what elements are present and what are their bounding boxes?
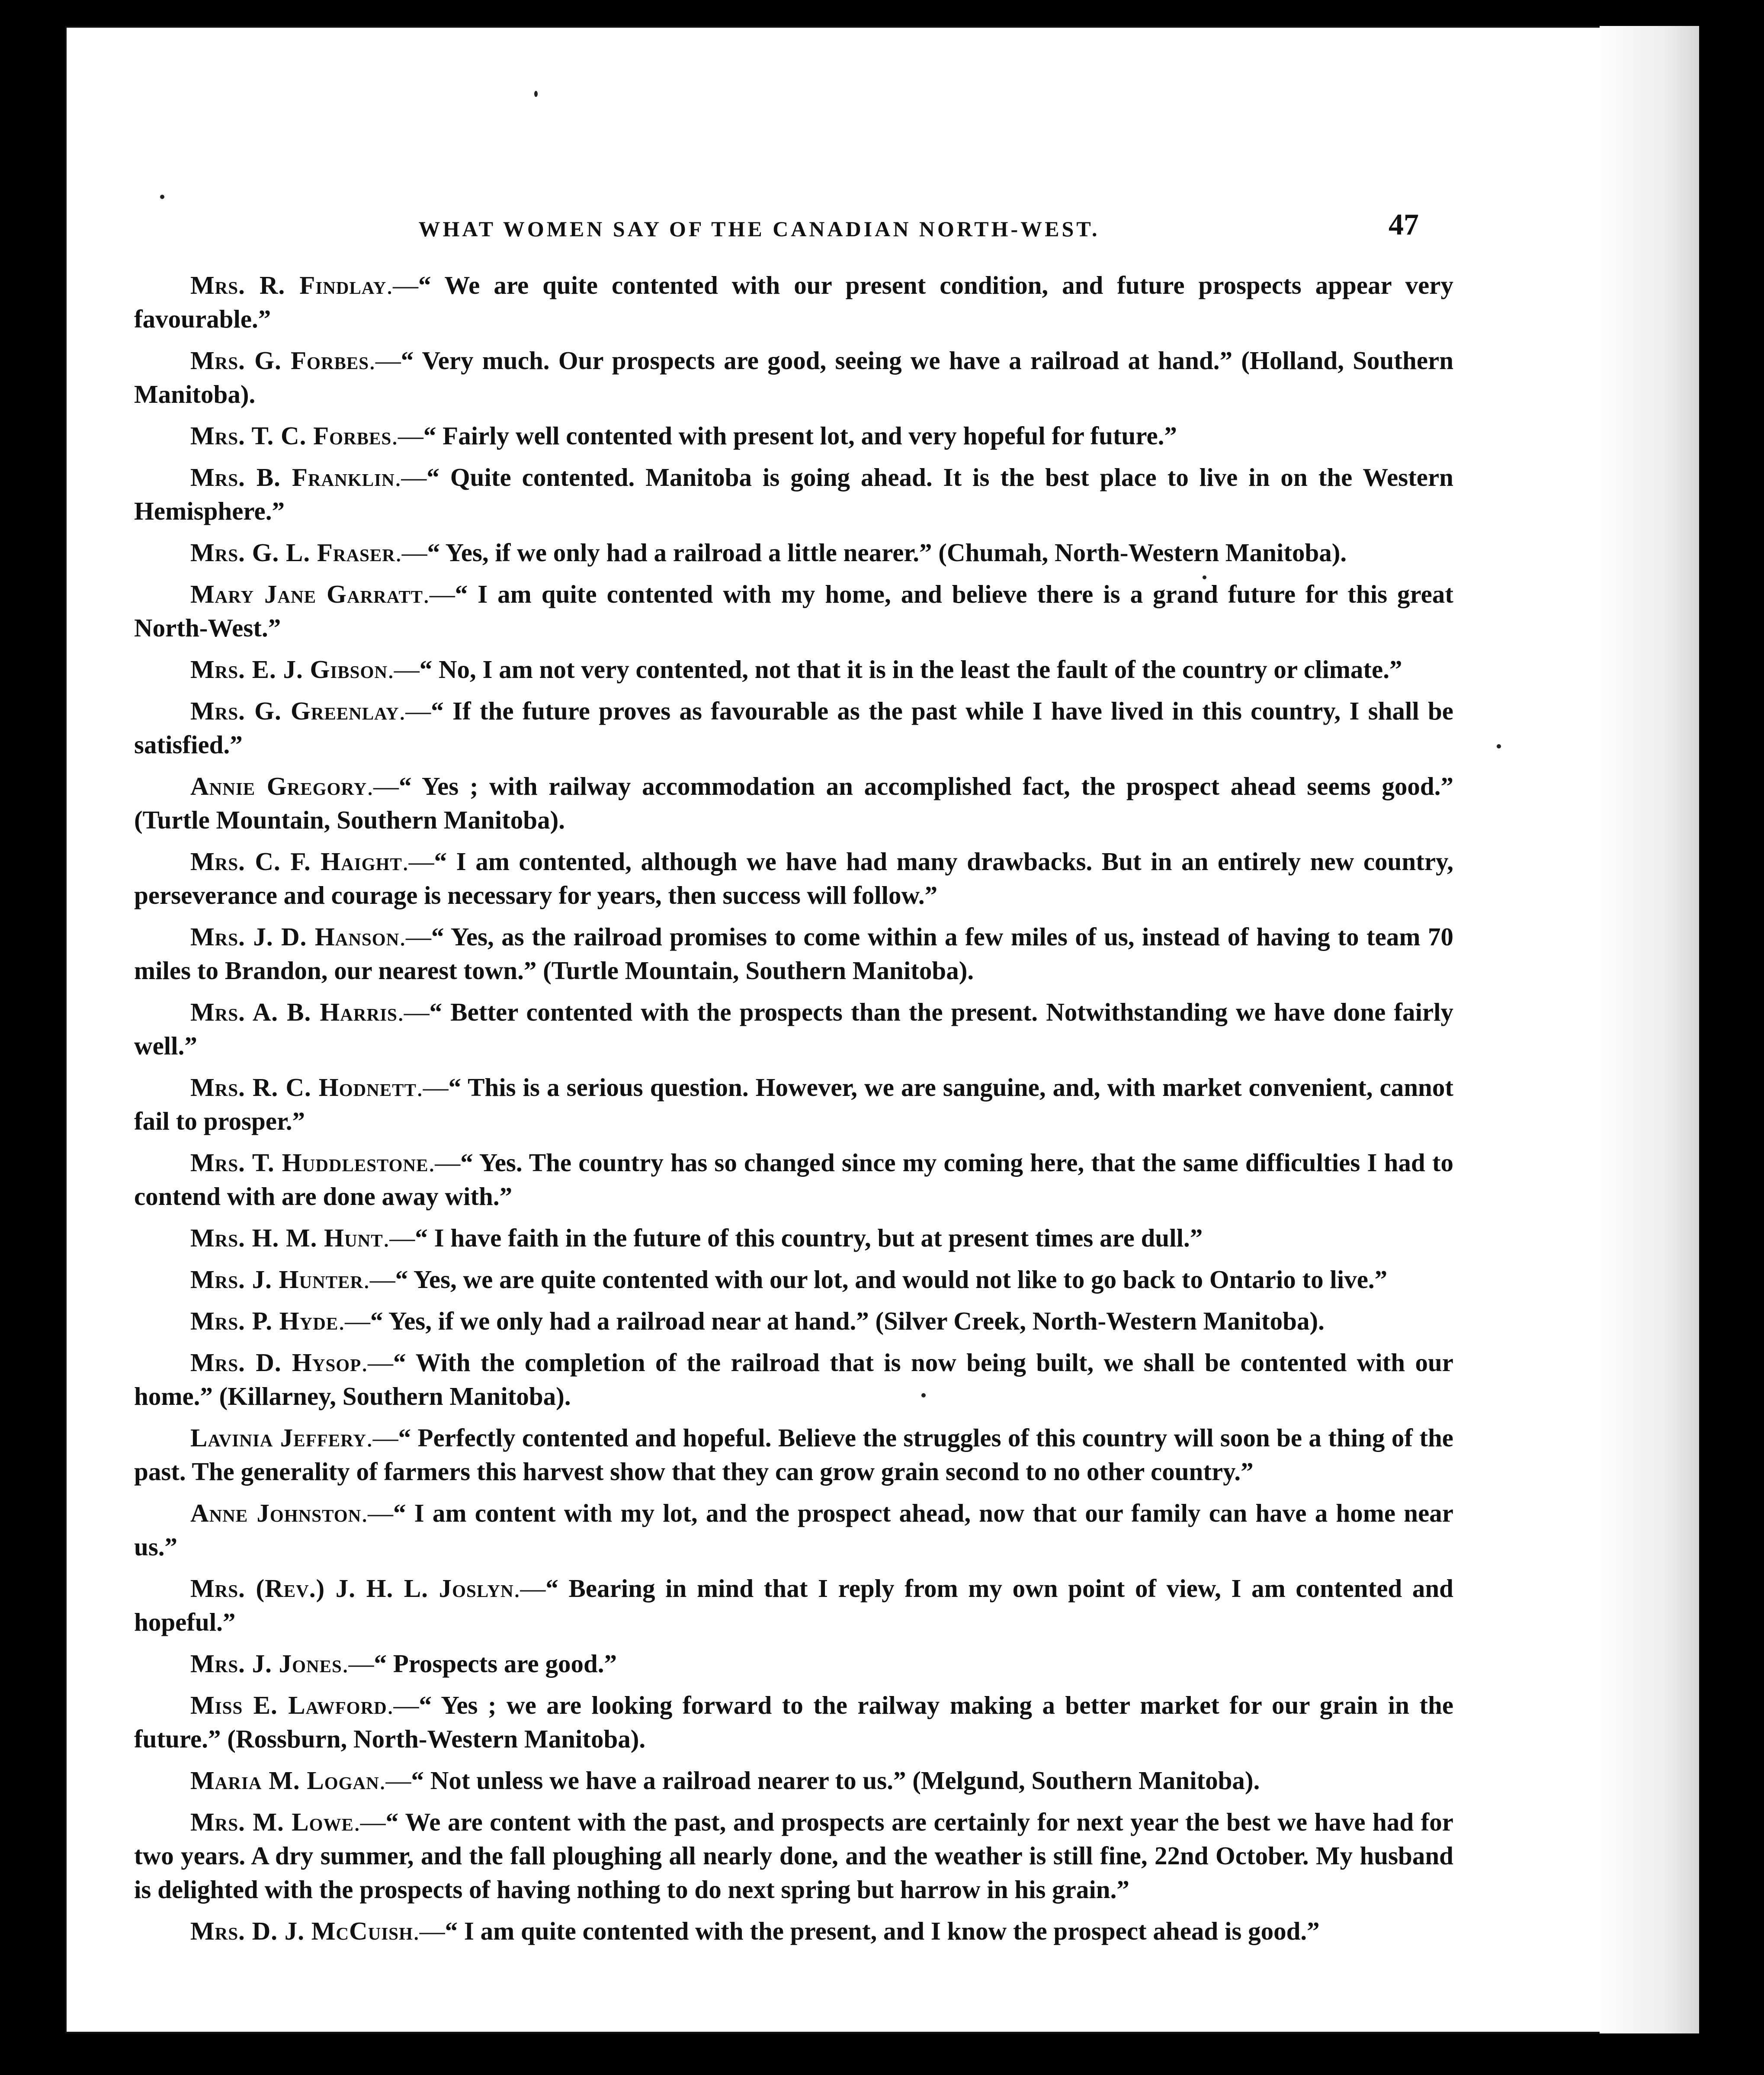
testimonial-entry: Annie Gregory.—“ Yes ; with railway accommodation an accomplished fact, the prospect ahead seems good.” (Turtle Mountain, Southern Manitoba).: [134, 772, 1453, 834]
testimonial-quote: “ Yes. The country has so changed since my coming here, that the same difficulties I had to contend with are done away with.”: [134, 1148, 1453, 1211]
testimonial-entry: Mrs. H. M. Hunt.—“ I have faith in the future of this country, but at present times are dull.”: [190, 1224, 1203, 1252]
testimonial-entry: Mrs. P. Hyde.—“ Yes, if we only had a railroad near at hand.” (Silver Creek, North-Western Manitoba).: [190, 1307, 1325, 1335]
testimonial-author: Mrs. D. J. McCuish: [190, 1917, 413, 1945]
testimonial-location: (Silver Creek, North-Western Manitoba).: [875, 1307, 1325, 1335]
testimonial-author: Mrs. G. L. Fraser: [190, 538, 395, 567]
testimonial-quote: “ Perfectly contented and hopeful. Believe the struggles of this country will soon be a thing of the past. The generality of farmers this harvest show that they can grow grain second to no other country.”: [134, 1423, 1453, 1486]
testimonial-entry: Mrs. R. C. Hodnett.—“ This is a serious question. However, we are sanguine, and, with market convenient, cannot fail to prosper.”: [134, 1073, 1453, 1135]
testimonial-location: (Rossburn, North-Western Manitoba).: [227, 1725, 646, 1753]
testimonial-entry: Mrs. R. Findlay.—“ We are quite contented with our present condition, and future prospects appear very favourable.”: [134, 271, 1453, 333]
testimonial-author: Mrs. J. Hunter: [190, 1265, 364, 1294]
testimonial-entry: Mrs. T. C. Forbes.—“ Fairly well contented with present lot, and very hopeful for future.”: [190, 421, 1177, 450]
testimonial-entry: Mrs. B. Franklin.—“ Quite contented. Manitoba is going ahead. It is the best place to live in on the Western Hemisphere.”: [134, 463, 1453, 525]
testimonial-author: Mrs. R. C. Hodnett: [190, 1073, 417, 1102]
testimonial-entry: Mrs. J. Hunter.—“ Yes, we are quite contented with our lot, and would not like to go back to Ontario to live.”: [190, 1265, 1388, 1294]
testimonial-author: Mrs. E. J. Gibson: [190, 655, 388, 684]
testimonial-quote: “ Yes ; we are looking forward to the railway making a better market for our grain in the future.”: [134, 1691, 1454, 1753]
testimonial-quote: “ I am quite contented with the present, and I know the prospect ahead is good.”: [445, 1917, 1320, 1945]
page-header: [99, 190, 1419, 260]
testimonial-author: Mrs. G. Forbes: [190, 346, 369, 375]
testimonial-entry: Anne Johnston.—“ I am content with my lot, and the prospect ahead, now that our family can have a home near us.”: [134, 1499, 1453, 1561]
testimonial-entry: Mrs. D. Hysop.—“ With the completion of the railroad that is now being built, we shall be contented with our home.” (Killarney, Southern Manitoba).: [134, 1348, 1453, 1410]
testimonial-location: (Killarney, Southern Manitoba).: [219, 1382, 571, 1410]
testimonial-quote: “ We are quite contented with our present condition, and future prospects appear very favourable.”: [134, 271, 1453, 333]
testimonial-author: Mrs. T. C. Forbes: [190, 421, 392, 450]
testimonial-quote: “ Quite contented. Manitoba is going ahead. It is the best place to live in on the Western Hemisphere.”: [134, 463, 1453, 525]
testimonial-author: Mrs. R. Findlay: [190, 271, 387, 299]
testimonial-quote: “ I am content with my lot, and the prospect ahead, now that our family can have a home near us.”: [134, 1499, 1453, 1561]
testimonial-author: Mrs. H. M. Hunt: [190, 1224, 383, 1252]
testimonial-author: Anne Johnston: [190, 1499, 362, 1527]
testimonial-quote: “ Bearing in mind that I reply from my own point of view, I am contented and hopeful.”: [134, 1574, 1453, 1636]
testimonial-quote: “ Very much. Our prospects are good, seeing we have a railroad at hand.”: [401, 346, 1233, 375]
testimonial-location: (Chumah, North-Western Manitoba).: [938, 538, 1347, 567]
testimonial-author: Mrs. P. Hyde: [190, 1307, 339, 1335]
testimonial-quote: “ Yes ; with railway accommodation an accomplished fact, the prospect ahead seems good.”: [398, 772, 1453, 800]
testimonial-quote: “ This is a serious question. However, we are sanguine, and, with market convenient, cannot fail to prosper.”: [134, 1073, 1453, 1135]
print-speck: [1203, 575, 1206, 579]
testimonial-entry: Mrs. M. Lowe.—“ We are content with the past, and prospects are certainly for next year the best we have had for two years. A dry summer, and the fall ploughing all nearly done, and the weather is still fine, 22nd October. My husband is delighted with the prospects of having nothing to do next spring but harrow in his grain.”: [134, 1808, 1453, 1904]
testimonial-entry: Lavinia Jeffery.—“ Perfectly contented and hopeful. Believe the struggles of this country will soon be a thing of the past. The generality of farmers this harvest show that they can grow grain second to no other country.”: [134, 1423, 1453, 1486]
testimonial-quote: “ Yes, we are quite contented with our lot, and would not like to go back to Ontario to live.”: [395, 1265, 1388, 1294]
testimonial-quote: “ I am contented, although we have had many drawbacks. But in an entirely new country, perseverance and courage is necessary for years, then success will follow.”: [134, 847, 1453, 909]
testimonial-quote: “ Fairly well contented with present lot, and very hopeful for future.”: [423, 421, 1177, 450]
testimonial-quote: “ We are content with the past, and prospects are certainly for next year the best we have had for two years. A dry summer, and the fall ploughing all nearly done, and the weather is still fine, 22nd October. My husband is delighted with the prospects of having nothing to do next spring but harrow in his grain.”: [134, 1808, 1453, 1904]
print-speck: [534, 91, 538, 97]
testimonial-quote: “ If the future proves as favourable as the past while I have lived in this country, I shall be satisfied.”: [134, 697, 1453, 759]
testimonial-location: (Turtle Mountain, Southern Manitoba).: [134, 806, 565, 834]
testimonial-author: Mrs. A. B. Harris: [190, 998, 398, 1026]
testimonial-entry: Mrs. D. J. McCuish.—“ I am quite contented with the present, and I know the prospect ahead is good.”: [190, 1917, 1320, 1945]
testimonial-quote: “ Better contented with the prospects than the present. Notwithstanding we have done fairly well.”: [134, 998, 1453, 1060]
testimonial-author: Mrs. G. Greenlay: [190, 697, 399, 725]
testimonial-author: Annie Gregory: [190, 772, 367, 800]
testimonial-quote: “ No, I am not very contented, not that it is in the least the fault of the country or climate.”: [419, 655, 1402, 684]
testimonial-quote: “ Yes, as the railroad promises to come within a few miles of us, instead of having to team 70 miles to Brandon, our nearest town.”: [134, 922, 1453, 985]
testimonial-entry: Mrs. J. D. Hanson.—“ Yes, as the railroad promises to come within a few miles of us, instead of having to team 70 miles to Brandon, our nearest town.” (Turtle Mountain, Southern Manitoba).: [134, 922, 1453, 985]
testimonial-author: Mrs. B. Franklin: [190, 463, 395, 491]
testimonial-entry: Mrs. A. B. Harris.—“ Better contented with the prospects than the present. Notwithstanding we have done fairly well.”: [134, 998, 1453, 1060]
testimonial-location: (Melgund, Southern Manitoba).: [912, 1766, 1260, 1795]
testimonial-author: Mrs. M. Lowe: [190, 1808, 354, 1836]
testimonial-entry: Mary Jane Garratt.—“ I am quite contented with my home, and believe there is a grand future for this great North-West.”: [134, 580, 1453, 642]
testimonial-author: Mrs. J. Jones: [190, 1649, 342, 1678]
testimonial-author: Mrs. J. D. Hanson: [190, 922, 400, 951]
testimonial-entry: Mrs. G. Greenlay.—“ If the future proves as favourable as the past while I have lived in this country, I shall be satisfied.”: [134, 697, 1453, 759]
testimonial-entry: Miss E. Lawford.—“ Yes ; we are looking forward to the railway making a better market for our grain in the future.” (Rossburn, North-Western Manitoba).: [134, 1691, 1454, 1753]
testimonial-author: Mrs. D. Hysop: [190, 1348, 362, 1377]
testimonial-author: Mrs. T. Huddlestone: [190, 1148, 429, 1177]
testimonial-quote: “ Prospects are good.”: [374, 1649, 617, 1678]
running-title: WHAT WOMEN SAY OF THE CANADIAN NORTH-WEST.: [418, 217, 1100, 241]
testimonial-quote: “ I am quite contented with my home, and believe there is a grand future for this great North-West.”: [134, 580, 1453, 642]
testimonial-entry: Mrs. (Rev.) J. H. L. Joslyn.—“ Bearing in mind that I reply from my own point of view, I am contented and hopeful.”: [134, 1574, 1453, 1636]
testimonial-author: Mary Jane Garratt: [190, 580, 423, 608]
print-speck: [160, 195, 164, 199]
testimonial-quote: “ Not unless we have a railroad nearer to us.”: [411, 1766, 906, 1795]
testimonial-location: (Holland, Southern Manitoba).: [134, 346, 1454, 408]
print-speck: [921, 1393, 926, 1397]
testimonial-entry: Mrs. T. Huddlestone.—“ Yes. The country has so changed since my coming here, that the same difficulties I had to contend with are done away with.”: [134, 1148, 1453, 1211]
testimonial-entry: Mrs. G. Forbes.—“ Very much. Our prospects are good, seeing we have a railroad at hand.” (Holland, Southern Manitoba).: [134, 346, 1454, 408]
testimonial-entry: Mrs. J. Jones.—“ Prospects are good.”: [190, 1649, 617, 1678]
testimonial-author: Mrs. (Rev.) J. H. L. Joslyn: [190, 1574, 514, 1603]
testimonial-author: Maria M. Logan: [190, 1766, 379, 1795]
testimonial-entry: Mrs. C. F. Haight.—“ I am contented, although we have had many drawbacks. But in an entirely new country, perseverance and courage is necessary for years, then success will follow.”: [134, 847, 1453, 909]
testimonial-author: Lavinia Jeffery: [190, 1423, 366, 1452]
testimonial-location: (Turtle Mountain, Southern Manitoba).: [543, 956, 974, 985]
testimonial-author: Miss E. Lawford: [190, 1691, 387, 1719]
testimonial-quote: “ With the completion of the railroad that is now being built, we shall be contented with our home.”: [134, 1348, 1453, 1410]
page-edge-shadow: [1600, 26, 1699, 2033]
testimonial-quote: “ Yes, if we only had a railroad a little nearer.”: [427, 538, 932, 567]
page-number: 47: [1389, 208, 1419, 241]
testimonial-quote: “ Yes, if we only had a railroad near at hand.”: [370, 1307, 869, 1335]
testimonial-quote: “ I have faith in the future of this country, but at present times are dull.”: [415, 1224, 1203, 1252]
print-speck: [1497, 744, 1501, 748]
testimonial-author: Mrs. C. F. Haight: [190, 847, 402, 876]
testimonial-list: [134, 268, 1453, 1956]
testimonial-entry: Mrs. E. J. Gibson.—“ No, I am not very contented, not that it is in the least the fault of the country or climate.”: [190, 655, 1402, 684]
testimonial-entry: Maria M. Logan.—“ Not unless we have a railroad nearer to us.” (Melgund, Southern Manitoba).: [190, 1766, 1260, 1795]
testimonial-entry: Mrs. G. L. Fraser.—“ Yes, if we only had a railroad a little nearer.” (Chumah, North-Western Manitoba).: [190, 538, 1347, 567]
